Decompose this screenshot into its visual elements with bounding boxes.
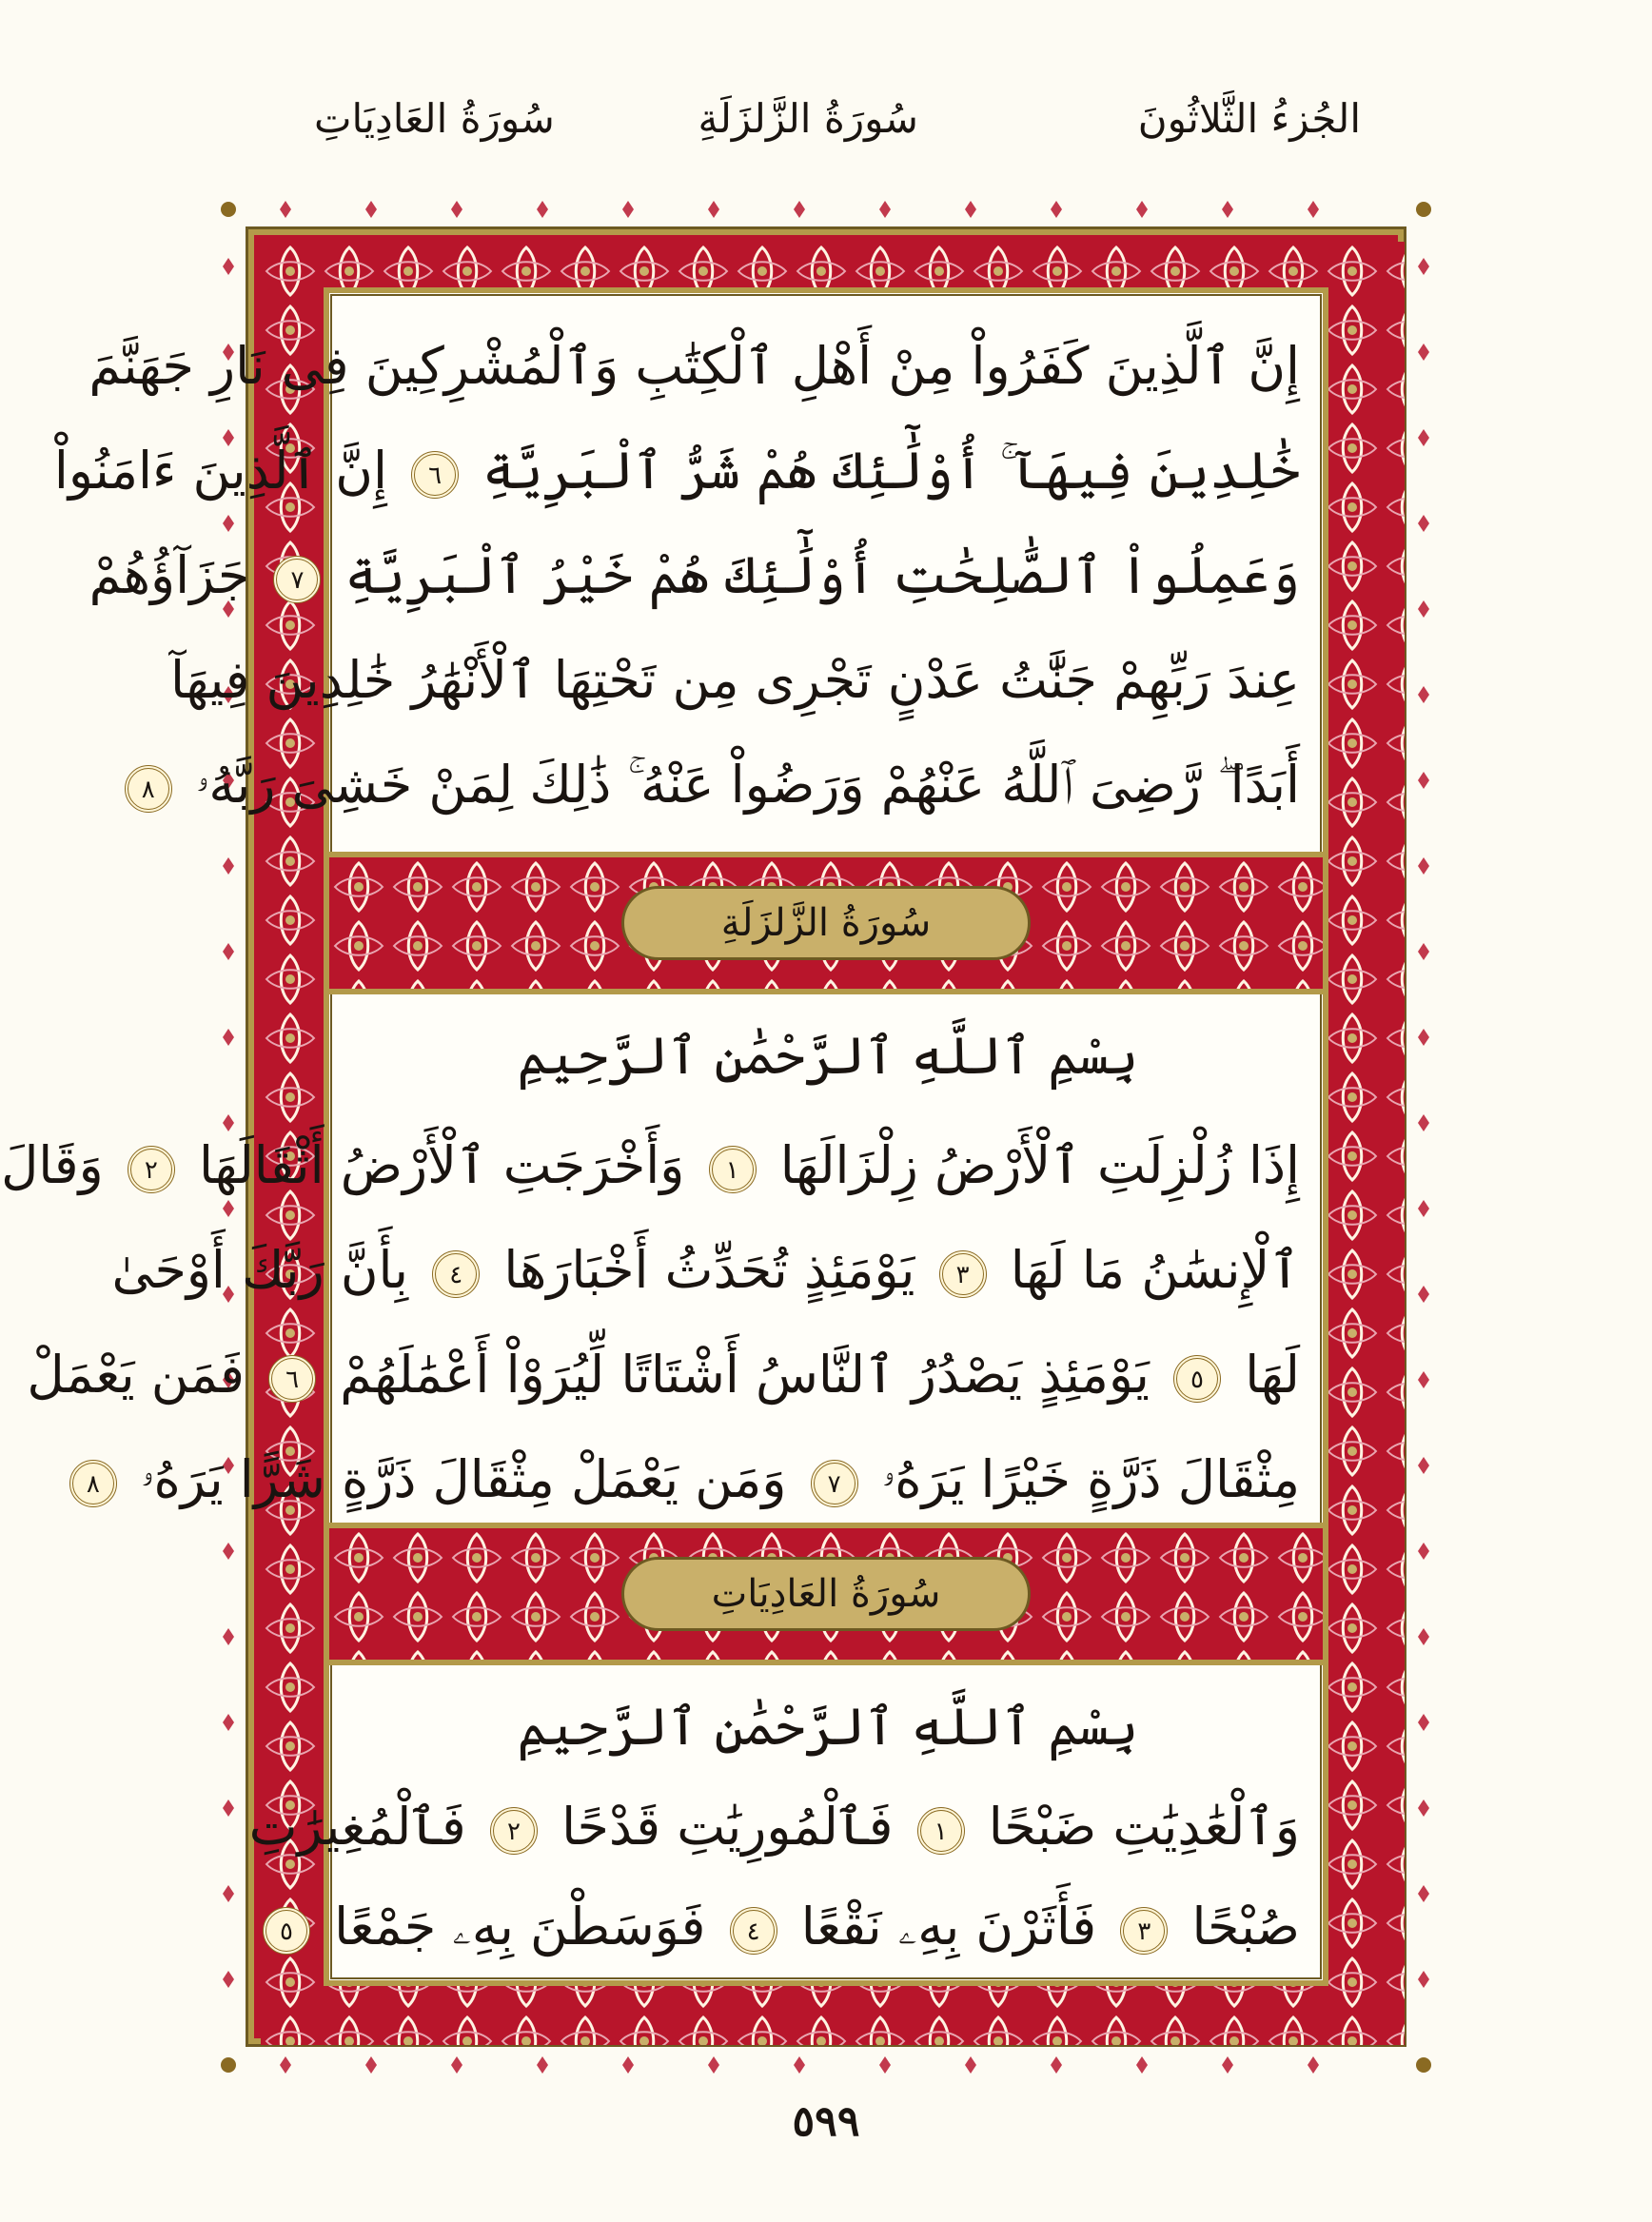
ayah-number-marker: ٣ [939, 1250, 987, 1298]
finial-ornament [1418, 1714, 1429, 1731]
finial-ornament [451, 201, 462, 218]
ayah-number-marker: ٢ [490, 1807, 538, 1855]
basmala: بِسْمِ ٱللَّهِ ٱلرَّحْمَٰنِ ٱلرَّحِيمِ [517, 1697, 1139, 1757]
finial-ornament [965, 201, 976, 218]
finial-ornament [794, 201, 805, 218]
finial-ornament [1051, 201, 1062, 218]
finial-ornament [1136, 201, 1148, 218]
finial-ornament [1418, 1286, 1429, 1303]
ayah-number-marker: ٧ [811, 1460, 858, 1507]
ayah-line: خَٰلِدِينَ فِيهَآ ۚ أُوْلَٰٓئِكَ هُمْ شَرُّ ٱلْبَرِيَّةِ ٦ إِنَّ ٱلَّذِينَ ءَامَنُواْ [53, 441, 1300, 501]
ayah-line: صُبْحًا ٣ فَأَثَرْنَ بِهِۦ نَقْعًا ٤ فَوَسَطْنَ بِهِۦ جَمْعًا ٥ [352, 1879, 1300, 1975]
finial-ornament [223, 1029, 234, 1046]
ayah-line: لَهَا ٥ يَوْمَئِذٍ يَصْدُرُ ٱلنَّاسُ أَشْتَاتًا لِّيُرَوْاْ أَعْمَٰلَهُمْ ٦ فَمَن يَعْمَلْ [27, 1345, 1300, 1405]
finial-ornament [1418, 1457, 1429, 1474]
finial-ornament [965, 2056, 976, 2074]
finial-ornament [365, 201, 377, 218]
ayah-number-marker: ٤ [432, 1250, 480, 1298]
ayah-number-marker: ٥ [263, 1907, 310, 1955]
next-surah-title: سُورَةُ العَادِيَاتِ [314, 95, 555, 142]
finial-ornament [1308, 201, 1319, 218]
finial-ornament [280, 2056, 291, 2074]
finial-ornament [223, 1628, 234, 1645]
finial-ornament [1418, 429, 1429, 446]
finial-ornament [708, 201, 719, 218]
ayah-number-marker: ١ [917, 1807, 965, 1855]
finial-ornament [1418, 258, 1429, 275]
finial-ornament [1418, 1799, 1429, 1817]
page-number: ٥٩٩ [792, 2097, 860, 2146]
finial-ornament [223, 258, 234, 275]
ayah-line: وَعَمِلُواْ ٱلصَّٰلِحَٰتِ أُوْلَٰٓئِكَ هُمْ خَيْرُ ٱلْبَرِيَّةِ ٧ جَزَآؤُهُمْ [88, 545, 1300, 605]
ayah-line: عِندَ رَبِّهِمْ جَنَّٰتُ عَدْنٍ تَجْرِى مِن تَحْتِهَا ٱلْأَنْهَٰرُ خَٰلِدِينَ فِيهَآ [169, 650, 1300, 710]
finial-ornament [1418, 600, 1429, 618]
juz-title: الجُزءُ الثَّلاثُونَ [1137, 95, 1361, 142]
finial-ornament [1418, 1628, 1429, 1645]
ayah-number-marker: ١ [709, 1146, 757, 1193]
finial-ornament [537, 201, 548, 218]
finial-ornament [1418, 344, 1429, 361]
finial-ornament [1418, 772, 1429, 789]
surah-title: سُورَةُ العَادِيَاتِ [621, 1557, 1031, 1631]
ayah-line: ٱلْإِنسَٰنُ مَا لَهَا ٣ يَوْمَئِذٍ تُحَدِّثُ أَخْبَارَهَا ٤ بِأَنَّ رَبَّكَ أَوْحَىٰ [111, 1240, 1300, 1300]
finial-ornament [1308, 2056, 1319, 2074]
finial-ornament [708, 2056, 719, 2074]
finial-ornament [223, 1799, 234, 1817]
page-header [285, 90, 1361, 147]
ayah-number-marker: ٥ [1173, 1355, 1221, 1403]
ayah-number-marker: ٢ [128, 1146, 175, 1193]
finial-ornament [280, 201, 291, 218]
finial-ornament [223, 943, 234, 960]
finial-ornament [365, 2056, 377, 2074]
finial-ornament [879, 201, 891, 218]
ayah-number-marker: ٤ [730, 1907, 777, 1955]
ayah-line: إِنَّ ٱلَّذِينَ كَفَرُواْ مِنْ أَهْلِ ٱلْكِتَٰبِ وَٱلْمُشْرِكِينَ فِى نَارِ جَهَنَّمَ [88, 336, 1300, 396]
finial-ornament [223, 1543, 234, 1560]
finial-ornament [1136, 2056, 1148, 2074]
ayah-number-marker: ٦ [411, 451, 459, 499]
ayah-number-marker: ٨ [69, 1460, 117, 1507]
finial-ornament [1418, 857, 1429, 875]
finial-ornament [1418, 1885, 1429, 1902]
finial-ornament [1418, 686, 1429, 703]
finial-ornament [223, 1971, 234, 1988]
ayah-number-marker: ٦ [268, 1355, 316, 1403]
finial-ornament [1418, 1029, 1429, 1046]
surah-banner [329, 852, 1323, 994]
finial-ornament [1418, 1114, 1429, 1131]
finial-ornament [1418, 1371, 1429, 1388]
ayah-line: مِثْقَالَ ذَرَّةٍ خَيْرًا يَرَهُۥ ٧ وَمَن يَعْمَلْ مِثْقَالَ ذَرَّةٍ شَرًّا يَرَهُۥ ٨ [352, 1432, 1300, 1527]
finial-ornament [451, 2056, 462, 2074]
finial-ornament [537, 2056, 548, 2074]
finial-ornament [622, 201, 634, 218]
finial-ornament [1222, 2056, 1233, 2074]
current-surah-title: سُورَةُ الزَّلزَلَةِ [698, 95, 918, 142]
ayah-number-marker: ٣ [1120, 1907, 1168, 1955]
ayah-number-marker: ٨ [125, 765, 172, 813]
finial-ornament [1418, 1200, 1429, 1217]
finial-ornament [1418, 1543, 1429, 1560]
basmala: بِسْمِ ٱللَّهِ ٱلرَّحْمَٰنِ ٱلرَّحِيمِ [517, 1026, 1139, 1086]
finial-ornament [223, 857, 234, 875]
finial-ornament [1051, 2056, 1062, 2074]
finial-ornament [1418, 515, 1429, 532]
finial-ornament [223, 1885, 234, 1902]
ayah-number-marker: ٧ [273, 556, 321, 603]
surah-banner [329, 1523, 1323, 1665]
finial-ornament [794, 2056, 805, 2074]
finial-ornament [223, 1714, 234, 1731]
finial-ornament [1418, 1971, 1429, 1988]
finial-ornament [879, 2056, 891, 2074]
finial-ornament [622, 2056, 634, 2074]
ayah-line: إِذَا زُلْزِلَتِ ٱلْأَرْضُ زِلْزَالَهَا ١ وَأَخْرَجَتِ ٱلْأَرْضُ أَثْقَالَهَا ٢ وَقَالَ [1, 1135, 1300, 1195]
surah-title: سُورَةُ الزَّلزَلَةِ [621, 886, 1031, 960]
ayah-line: وَٱلْعَٰدِيَٰتِ ضَبْحًا ١ فَٱلْمُورِيَٰتِ قَدْحًا ٢ فَٱلْمُغِيرَٰتِ [248, 1797, 1300, 1857]
ayah-line: أَبَدًا ۖ رَّضِىَ ٱللَّهُ عَنْهُمْ وَرَضُواْ عَنْهُ ۚ ذَٰلِكَ لِمَنْ خَشِىَ رَبَّهُۥ ٨ [352, 737, 1300, 833]
finial-ornament [1222, 201, 1233, 218]
finial-ornament [1418, 943, 1429, 960]
